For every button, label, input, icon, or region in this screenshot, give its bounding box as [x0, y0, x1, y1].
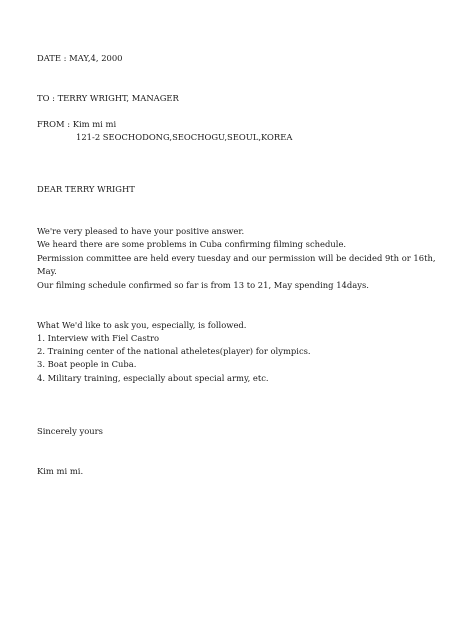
body-line: We heard there are some problems in Cuba confirming filming schedule.: [37, 239, 347, 249]
letter-recipient: TO : TERRY WRIGHT, MANAGER: [37, 93, 179, 103]
body-line: Permission committee are held every tuesday and our permission will be decided 9th or 16th,: [37, 253, 436, 263]
letter-sender: FROM : Kim mi mi: [37, 119, 117, 129]
body-line: We're very pleased to have your positive answer.: [37, 226, 245, 236]
letter-signature: Kim mi mi.: [37, 466, 84, 476]
letter-salutation: DEAR TERRY WRIGHT: [37, 184, 135, 194]
letter-closing: Sincerely yours: [37, 426, 103, 436]
body-line: May.: [37, 266, 57, 276]
request-item: 3. Boat people in Cuba.: [37, 359, 137, 369]
body-line: Our filming schedule confirmed so far is from 13 to 21, May spending 14days.: [37, 280, 369, 290]
request-intro: What We'd like to ask you, especially, is followed.: [37, 320, 247, 330]
request-item: 4. Military training, especially about special army, etc.: [37, 373, 269, 383]
request-item: 2. Training center of the national atheletes(player) for olympics.: [37, 346, 311, 356]
request-item: 1. Interview with Fiel Castro: [37, 333, 160, 343]
letter-sender-address: 121-2 SEOCHODONG,SEOCHOGU,SEOUL,KOREA: [76, 132, 293, 142]
letter-date: DATE : MAY,4, 2000: [37, 53, 123, 63]
